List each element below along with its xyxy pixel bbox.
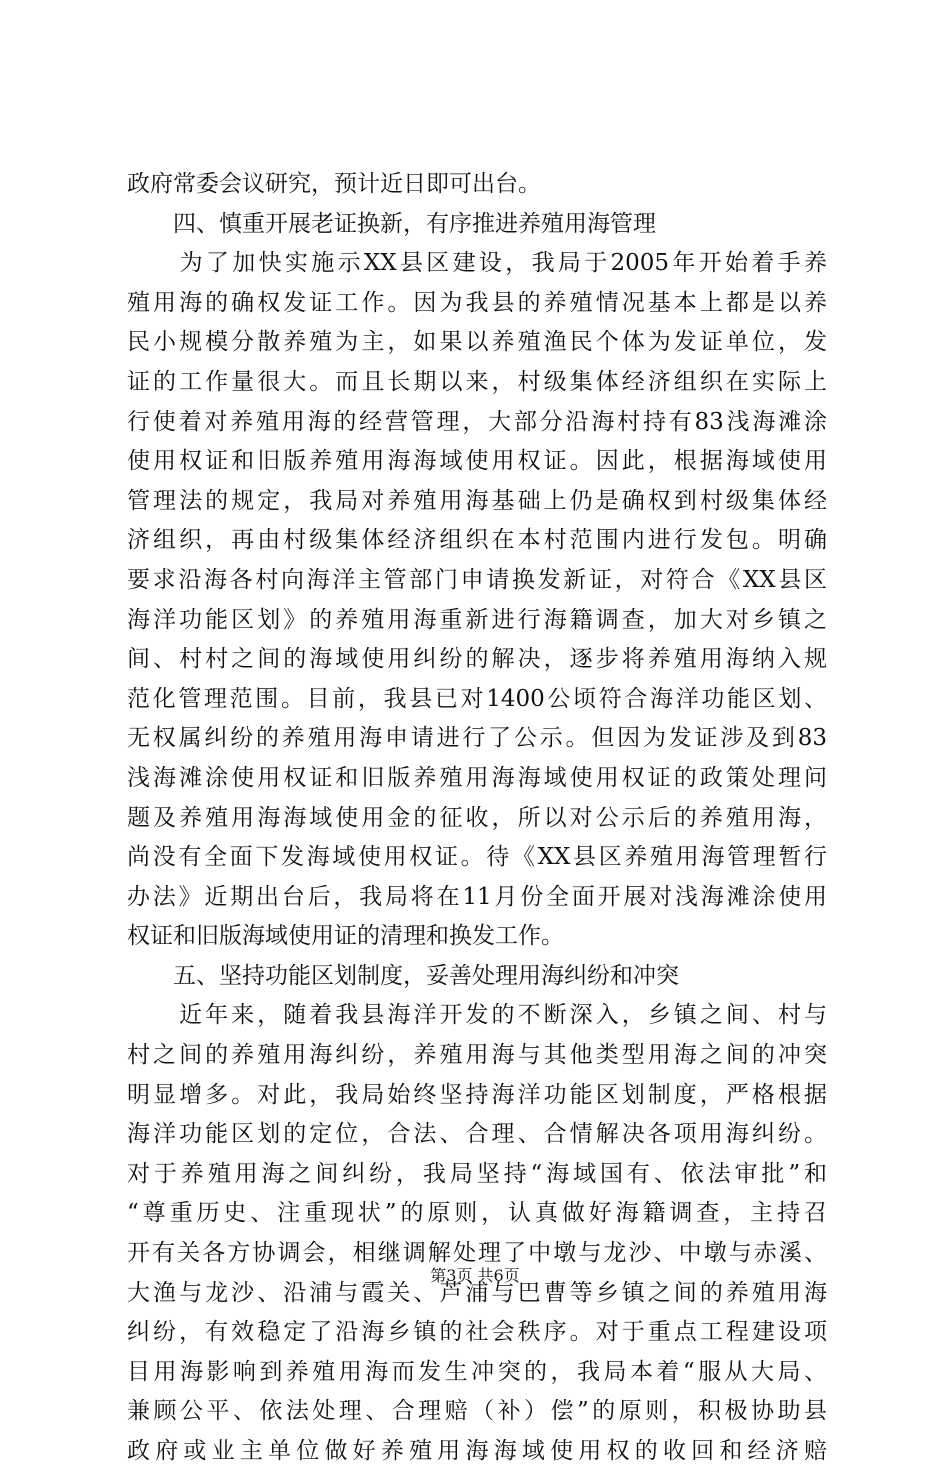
paragraph-line: 政府或业主单位做好养殖用海海域使用权的收回和经济赔 bbox=[127, 1438, 827, 1464]
paragraph-line: 浅海滩涂使用权证和旧版养殖用海海域使用权证的政策处理问 bbox=[127, 764, 827, 791]
paragraph-line: 间、村村之间的海域使用纠纷的解决，逐步将养殖用海纳入规 bbox=[127, 646, 827, 673]
paragraph-line: 近年来，随着我县海洋开发的不断深入，乡镇之间、村与 bbox=[127, 1002, 827, 1029]
paragraph-line: 管理法的规定，我局对养殖用海基础上仍是确权到村级集体经 bbox=[127, 487, 827, 514]
paragraph-line: 兼顾公平、依法处理、合理赔（补）偿”的原则，积极协助县 bbox=[127, 1398, 827, 1425]
paragraph-line: 开有关各方协调会，相继调解处理了中墩与龙沙、中墩与赤溪、 bbox=[127, 1240, 827, 1267]
paragraph-line: 题及养殖用海海域使用金的征收，所以对公示后的养殖用海， bbox=[127, 804, 827, 831]
paragraph-line: 济组织，再由村级集体经济组织在本村范围内进行发包。明确 bbox=[127, 527, 827, 554]
section-heading: 五、坚持功能区划制度，妥善处理用海纠纷和冲突 bbox=[127, 962, 679, 989]
paragraph-line: 范化管理范围。目前，我县已对1400公顷符合海洋功能区划、 bbox=[127, 685, 827, 712]
paragraph-line: 证的工作量很大。而且长期以来，村级集体经济组织在实际上 bbox=[127, 368, 827, 395]
paragraph-line: 殖用海的确权发证工作。因为我县的养殖情况基本上都是以养 bbox=[127, 289, 827, 316]
paragraph-line: 要求沿海各村向海洋主管部门申请换发新证，对符合《XX县区 bbox=[127, 566, 827, 593]
paragraph-line: 村之间的养殖用海纠纷，养殖用海与其他类型用海之间的冲突 bbox=[127, 1042, 827, 1069]
page-footer: 第3页 共6页 bbox=[430, 1266, 520, 1285]
paragraph-line: “尊重历史、注重现状”的原则，认真做好海籍调查，主持召 bbox=[127, 1200, 827, 1227]
paragraph-line: 海洋功能区划》的养殖用海重新进行海籍调查，加大对乡镇之 bbox=[127, 606, 827, 633]
paragraph-line: 权证和旧版海域使用证的清理和换发工作。 bbox=[127, 923, 564, 950]
section-heading: 四、慎重开展老证换新，有序推进养殖用海管理 bbox=[127, 210, 656, 237]
paragraph-line: 尚没有全面下发海域使用权证。待《XX县区养殖用海管理暂行 bbox=[127, 844, 827, 871]
paragraph-line: 政府常委会议研究，预计近日即可出台。 bbox=[127, 171, 541, 197]
paragraph-line: 办法》近期出台后，我局将在11月份全面开展对浅海滩涂使用 bbox=[127, 883, 827, 910]
paragraph-line: 纠纷，有效稳定了沿海乡镇的社会秩序。对于重点工程建设项 bbox=[127, 1319, 827, 1346]
paragraph-line: 使用权证和旧版养殖用海海域使用权证。因此，根据海域使用 bbox=[127, 448, 827, 475]
paragraph-line: 为了加快实施示XX县区建设，我局于2005年开始着手养 bbox=[127, 250, 827, 277]
paragraph-line: 海洋功能区划的定位，合法、合理、合情解决各项用海纠纷。 bbox=[127, 1121, 827, 1148]
paragraph-line: 目用海影响到养殖用海而发生冲突的，我局本着“服从大局、 bbox=[127, 1358, 827, 1385]
paragraph-line: 大渔与龙沙、沿浦与霞关、芦浦与巴曹等乡镇之间的养殖用海 bbox=[127, 1279, 827, 1306]
paragraph-line: 行使着对养殖用海的经营管理，大部分沿海村持有83浅海滩涂 bbox=[127, 408, 827, 435]
paragraph-line: 民小规模分散养殖为主，如果以养殖渔民个体为发证单位，发 bbox=[127, 329, 827, 356]
paragraph-line: 对于养殖用海之间纠纷，我局坚持“海域国有、依法审批”和 bbox=[127, 1160, 827, 1187]
paragraph-line: 明显增多。对此，我局始终坚持海洋功能区划制度，严格根据 bbox=[127, 1081, 827, 1108]
paragraph-line: 无权属纠纷的养殖用海申请进行了公示。但因为发证涉及到83 bbox=[127, 725, 827, 752]
